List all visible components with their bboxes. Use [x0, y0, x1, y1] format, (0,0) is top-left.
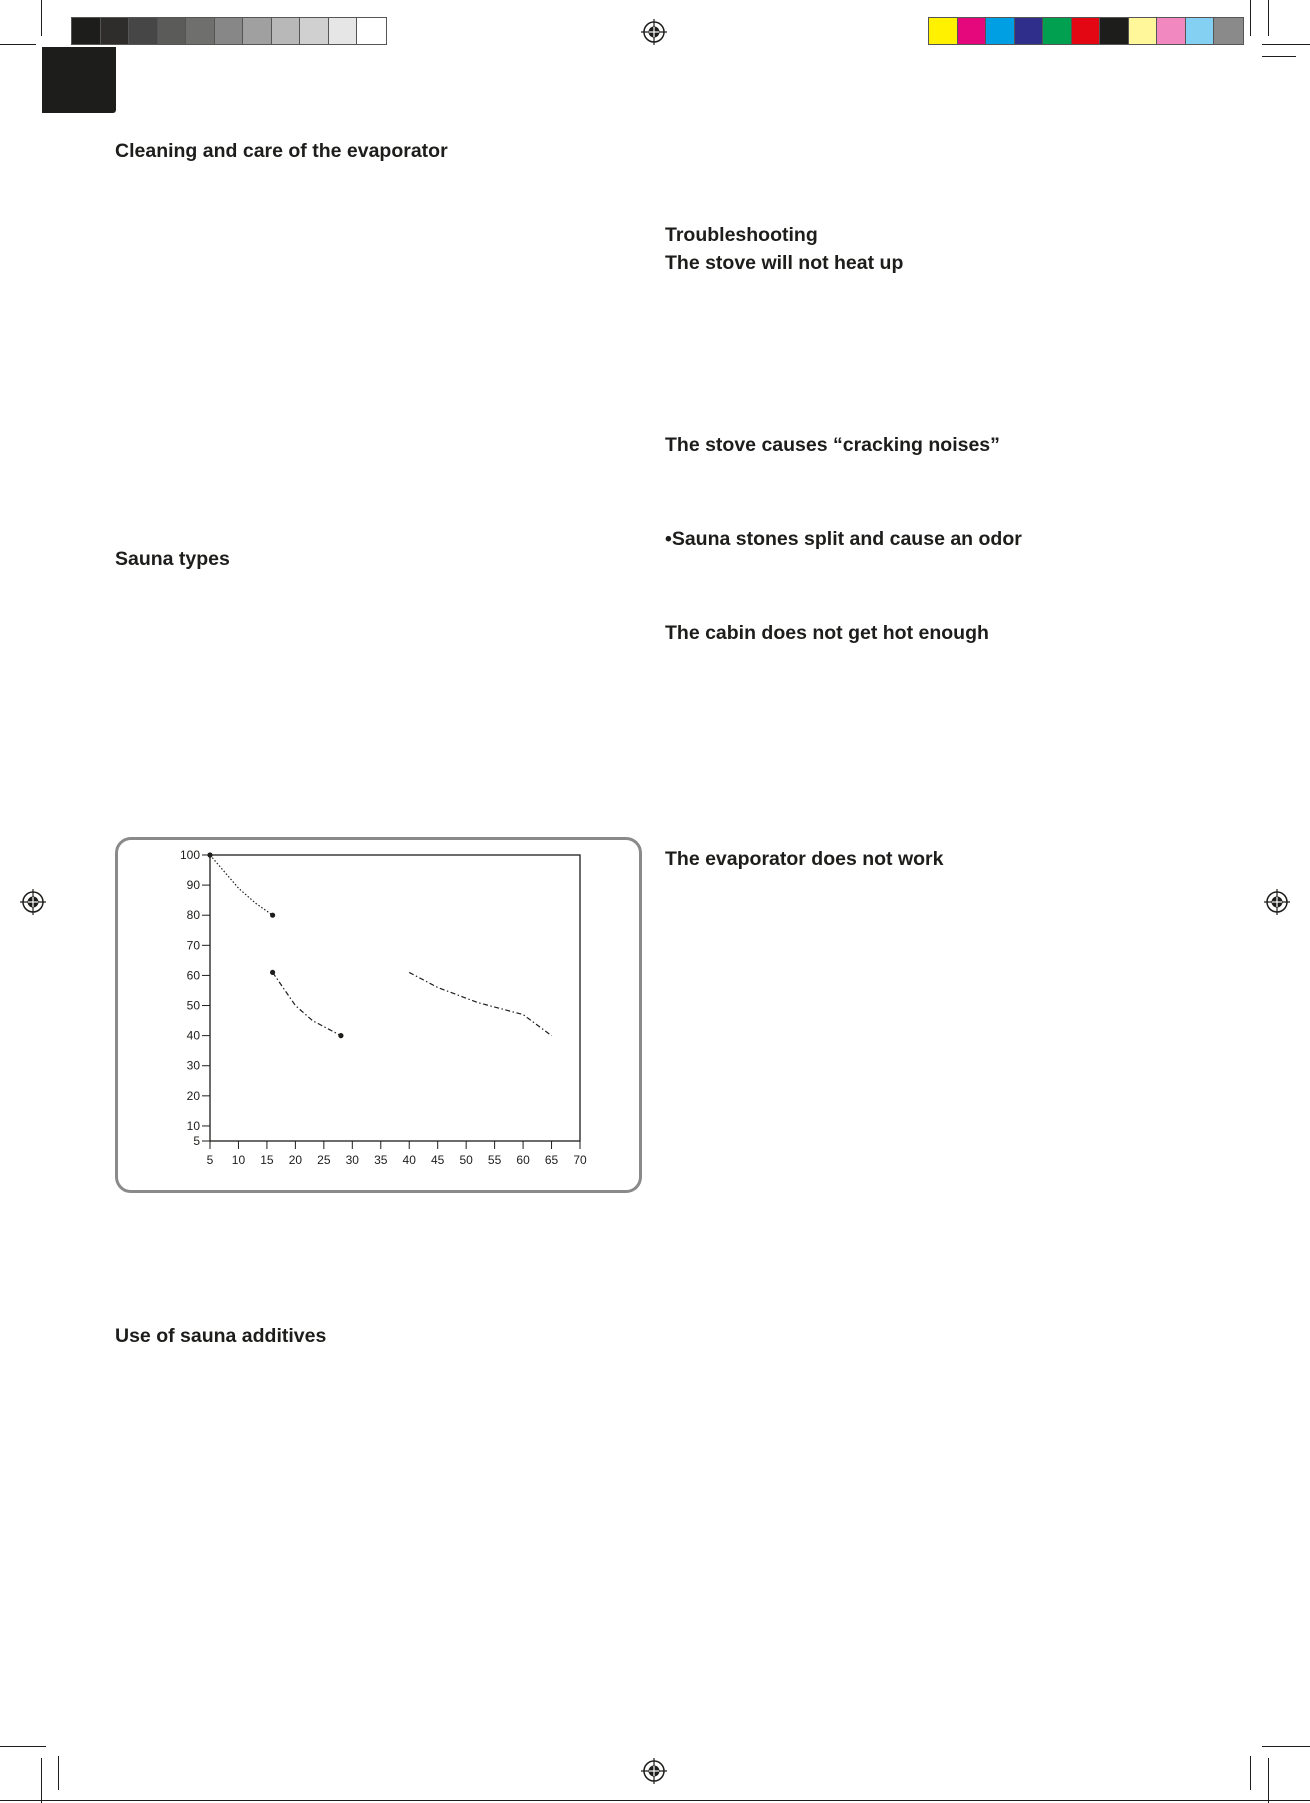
crop-mark [1268, 0, 1269, 36]
x-tick-label: 40 [402, 1153, 416, 1167]
crop-mark [1250, 0, 1251, 36]
calibration-swatch [1157, 18, 1186, 44]
y-tick-label: 90 [186, 878, 200, 893]
crop-mark [58, 1756, 59, 1790]
series-line [273, 972, 341, 1035]
heading-sauna-types: Sauna types [115, 548, 230, 570]
calibration-swatch [129, 18, 158, 44]
x-tick-label: 5 [206, 1153, 214, 1167]
calibration-swatch [158, 18, 187, 44]
y-tick-label: 70 [186, 938, 200, 953]
y-tick-label: 40 [186, 1028, 200, 1043]
crop-mark [0, 44, 36, 45]
x-tick-label: 25 [317, 1153, 331, 1167]
calibration-swatch [243, 18, 272, 44]
page-number-tab [42, 47, 116, 113]
calibration-swatch [1043, 18, 1072, 44]
crop-mark [1262, 56, 1296, 57]
calibration-swatch [1129, 18, 1158, 44]
heading-stove-no-heat: The stove will not heat up [665, 252, 904, 274]
registration-mark-icon [640, 18, 668, 46]
y-tick-label: 5 [193, 1134, 200, 1148]
heading-sauna-additives: Use of sauna additives [115, 1325, 327, 1347]
y-tick-label: 80 [186, 908, 200, 923]
calibration-swatch [72, 18, 101, 44]
calibration-swatch [1214, 18, 1243, 44]
crop-mark [1250, 1756, 1251, 1790]
sauna-climate-chart [115, 837, 642, 1193]
crop-mark [0, 1800, 1310, 1801]
heading-cabin-not-hot: The cabin does not get hot enough [665, 622, 989, 644]
heading-cleaning-evaporator: Cleaning and care of the evaporator [115, 140, 448, 162]
chart-plot [118, 840, 639, 1190]
calibration-swatch [272, 18, 301, 44]
x-tick-label: 70 [573, 1153, 587, 1167]
heading-troubleshooting: Troubleshooting [665, 224, 818, 246]
y-tick-label: 30 [186, 1058, 200, 1073]
calibration-swatch [186, 18, 215, 44]
calibration-swatch [1186, 18, 1215, 44]
heading-stones-split: •Sauna stones split and cause an odor [665, 528, 1022, 550]
registration-mark-icon [1263, 888, 1291, 916]
x-tick-label: 45 [431, 1153, 445, 1167]
y-tick-label: 60 [186, 968, 200, 983]
calibration-swatch [357, 18, 386, 44]
x-tick-label: 55 [487, 1153, 502, 1167]
heading-cracking-noises: The stove causes “cracking noises” [665, 434, 1000, 456]
crop-mark [41, 0, 42, 36]
data-point [207, 852, 212, 857]
x-tick-label: 30 [345, 1153, 359, 1167]
y-tick-label: 50 [186, 998, 200, 1013]
calibration-swatch [1100, 18, 1129, 44]
crop-mark [1262, 44, 1310, 45]
registration-mark-icon [640, 1757, 668, 1785]
color-calibration-bar [928, 17, 1244, 45]
calibration-swatch [101, 18, 130, 44]
data-point [338, 1033, 343, 1038]
series-line [409, 972, 551, 1035]
data-point [270, 913, 275, 918]
crop-mark [1262, 1746, 1310, 1747]
calibration-swatch [929, 18, 958, 44]
grayscale-calibration-bar [71, 17, 387, 45]
y-tick-label: 100 [179, 848, 200, 862]
calibration-swatch [215, 18, 244, 44]
registration-mark-icon [19, 888, 47, 916]
y-tick-label: 20 [186, 1088, 200, 1103]
x-tick-label: 20 [288, 1153, 303, 1167]
x-tick-label: 15 [260, 1153, 274, 1167]
crop-mark [0, 1746, 46, 1747]
x-tick-label: 35 [374, 1153, 388, 1167]
plot-border [210, 855, 580, 1141]
series-line [210, 855, 273, 915]
calibration-swatch [986, 18, 1015, 44]
x-tick-label: 10 [231, 1153, 246, 1167]
calibration-swatch [300, 18, 329, 44]
crop-mark [1268, 1758, 1269, 1803]
calibration-swatch [1015, 18, 1044, 44]
calibration-swatch [1072, 18, 1101, 44]
calibration-swatch [329, 18, 358, 44]
data-point [270, 970, 275, 975]
x-tick-label: 60 [516, 1153, 530, 1167]
y-tick-label: 10 [186, 1118, 200, 1133]
x-tick-label: 50 [459, 1153, 473, 1167]
calibration-swatch [958, 18, 987, 44]
x-tick-label: 65 [544, 1153, 559, 1167]
crop-mark [41, 1758, 42, 1803]
heading-evaporator-not-work: The evaporator does not work [665, 848, 944, 870]
